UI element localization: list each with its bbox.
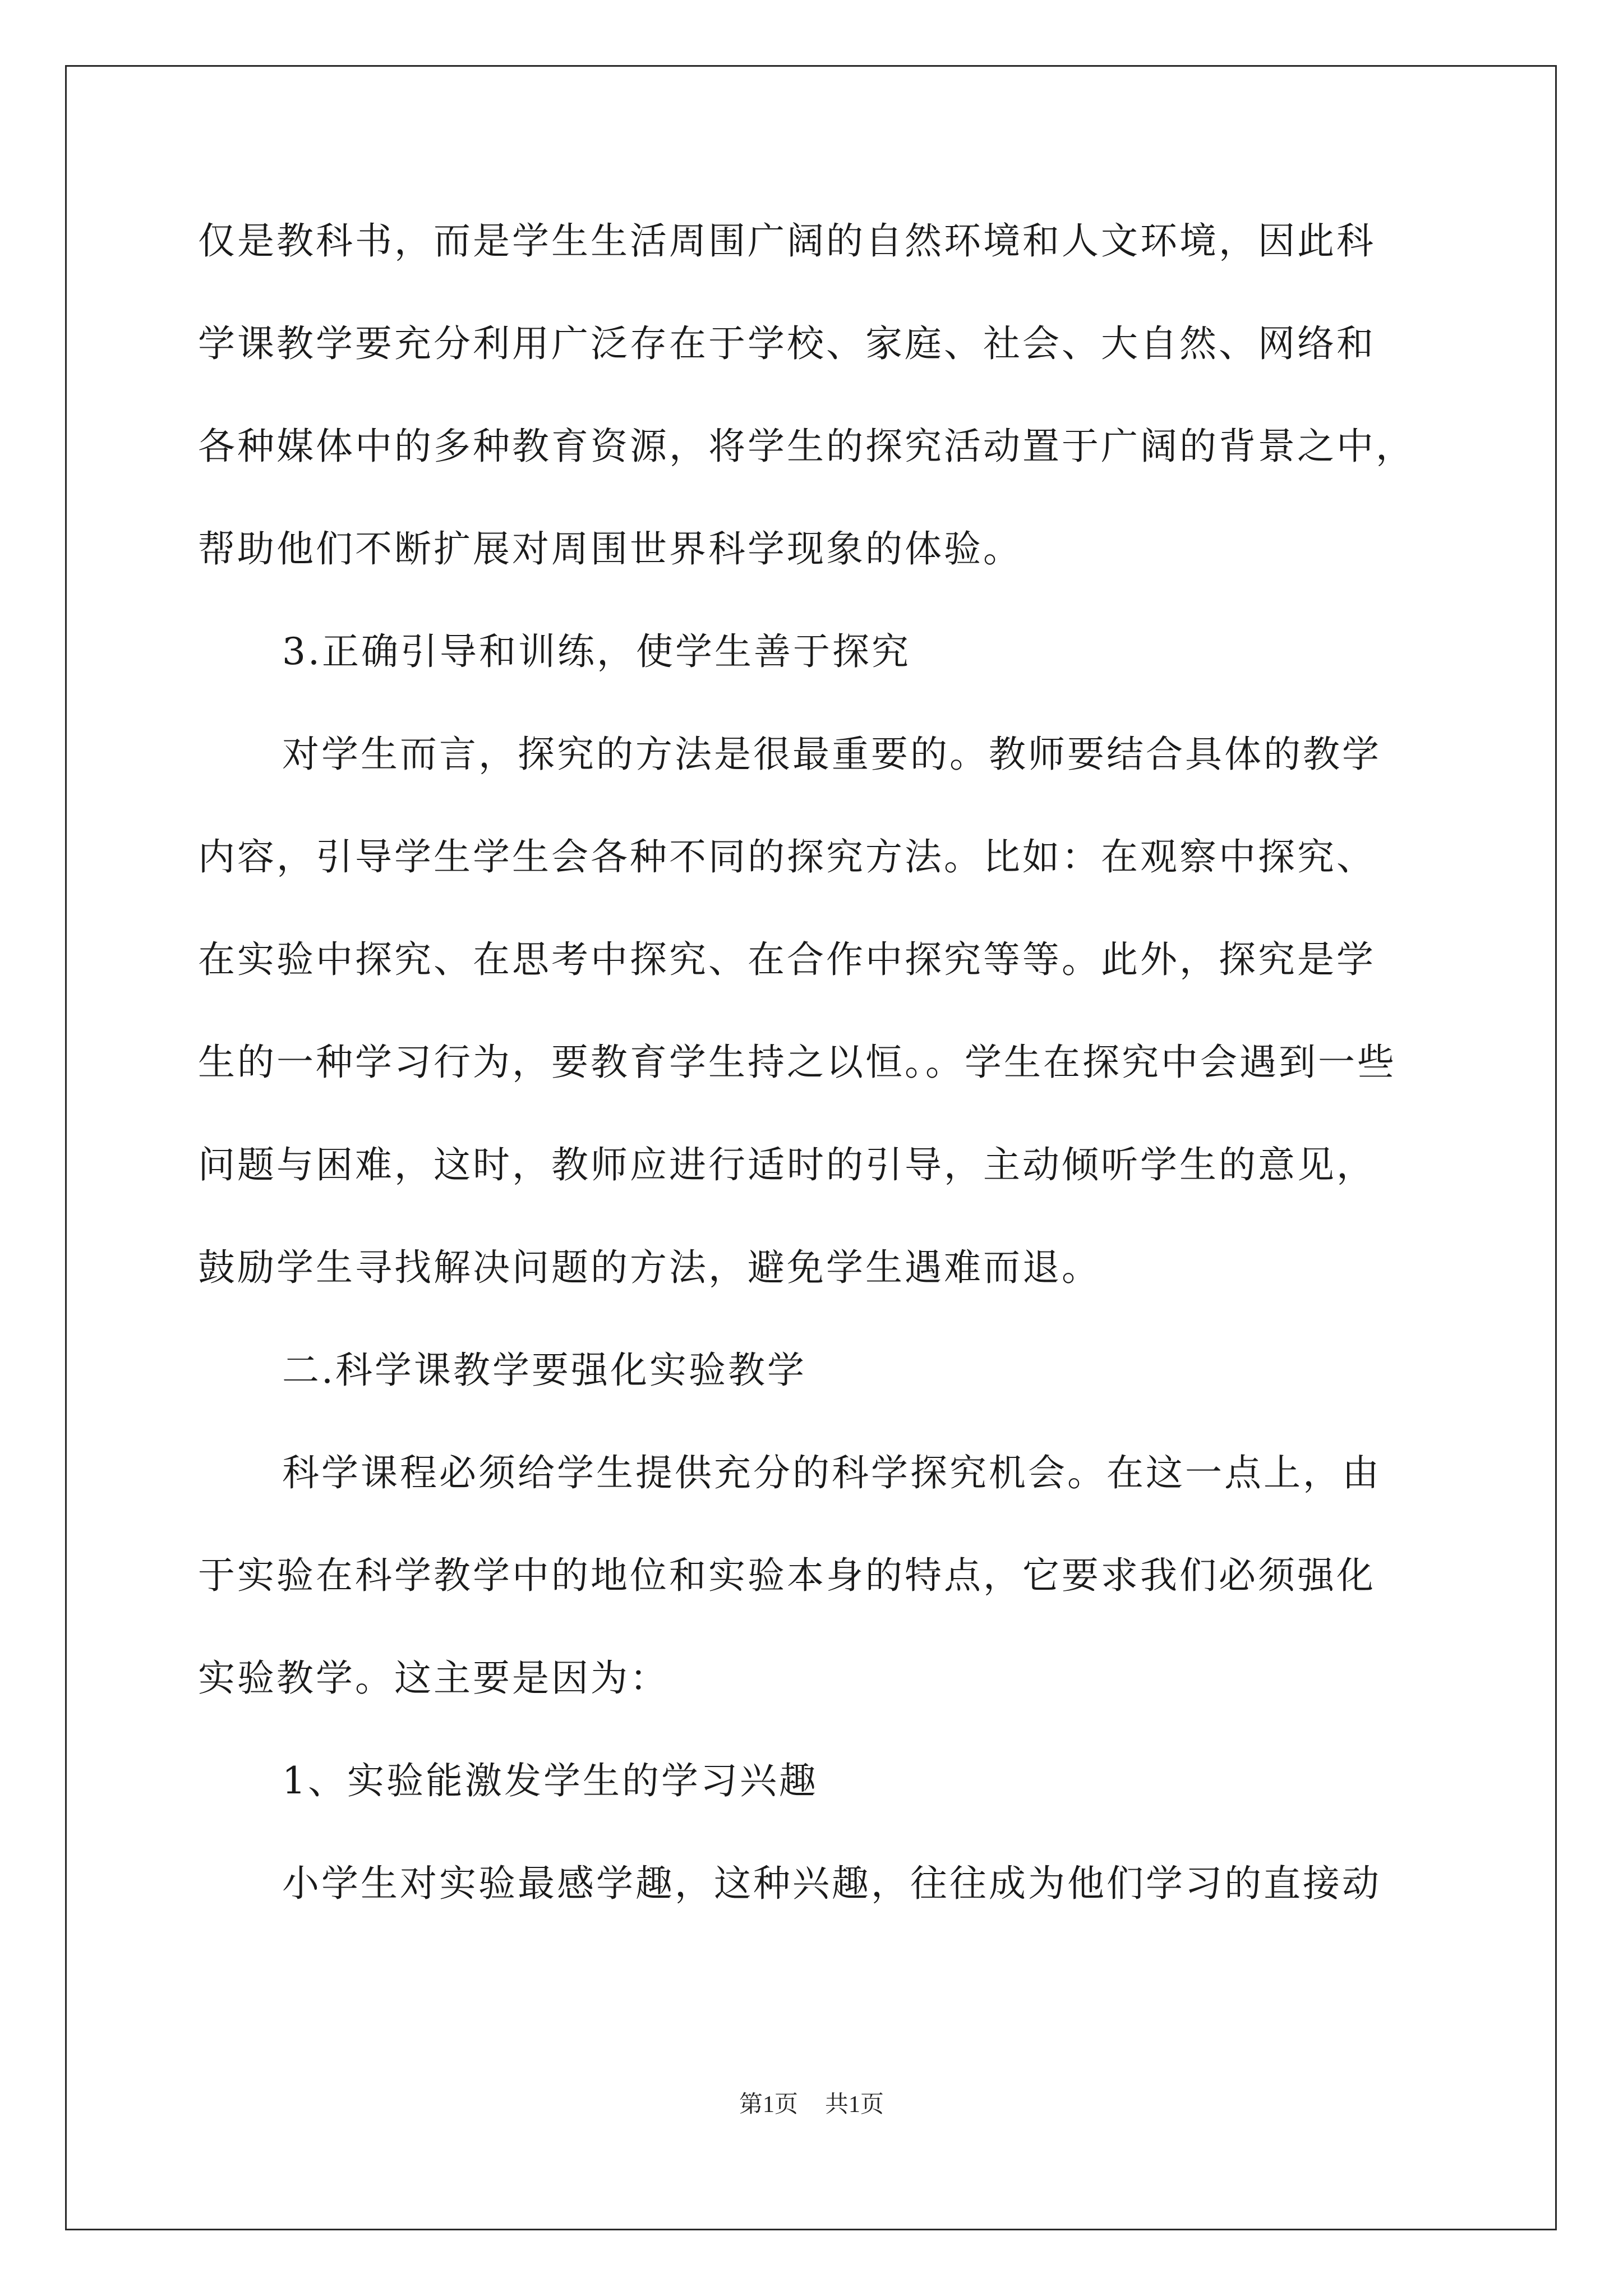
text-line: 帮助他们不断扩展对周围世界科学现象的体验。: [198, 527, 1022, 570]
text-line: 在实验中探究、在思考中探究、在合作中探究等等。此外，探究是学: [198, 938, 1376, 981]
text-line: 仅是教科书，而是学生生活周围广阔的自然环境和人文环境，因此科: [198, 219, 1376, 263]
section-heading: 1、实验能激发学生的学习兴趣: [282, 1759, 818, 1802]
text-line: 科学课程必须给学生提供充分的科学探究机会。在这一点上，由: [282, 1451, 1381, 1494]
section-heading: 二.科学课教学要强化实验教学: [282, 1349, 806, 1392]
text-line: 学课教学要充分利用广泛存在于学校、家庭、社会、大自然、网络和: [198, 322, 1376, 365]
text-line: 对学生而言，探究的方法是很最重要的。教师要结合具体的教学: [282, 733, 1381, 776]
text-line: 问题与困难，这时，教师应进行适时的引导，主动倾听学生的意见，: [198, 1143, 1376, 1186]
text-line: 生的一种学习行为，要教育学生持之以恒。。学生在探究中会遇到一些: [198, 1041, 1396, 1084]
section-heading: 3.正确引导和训练，使学生善于探究: [282, 630, 911, 673]
text-line: 各种媒体中的多种教育资源，将学生的探究活动置于广阔的背景之中，: [198, 425, 1415, 468]
page-total: 共1页: [825, 2092, 884, 2118]
text-line: 鼓励学生寻找解决问题的方法，避免学生遇难而退。: [198, 1246, 1101, 1289]
text-line: 内容，引导学生学生会各种不同的探究方法。比如：在观察中探究、: [198, 835, 1376, 878]
text-line: 实验教学。这主要是因为：: [198, 1657, 669, 1700]
text-line: 于实验在科学教学中的地位和实验本身的特点，它要求我们必须强化: [198, 1554, 1376, 1597]
page-number: 第1页: [739, 2092, 798, 2118]
text-line: 小学生对实验最感学趣，这种兴趣，往往成为他们学习的直接动: [282, 1862, 1381, 1905]
page-footer: [0, 2088, 1623, 2122]
